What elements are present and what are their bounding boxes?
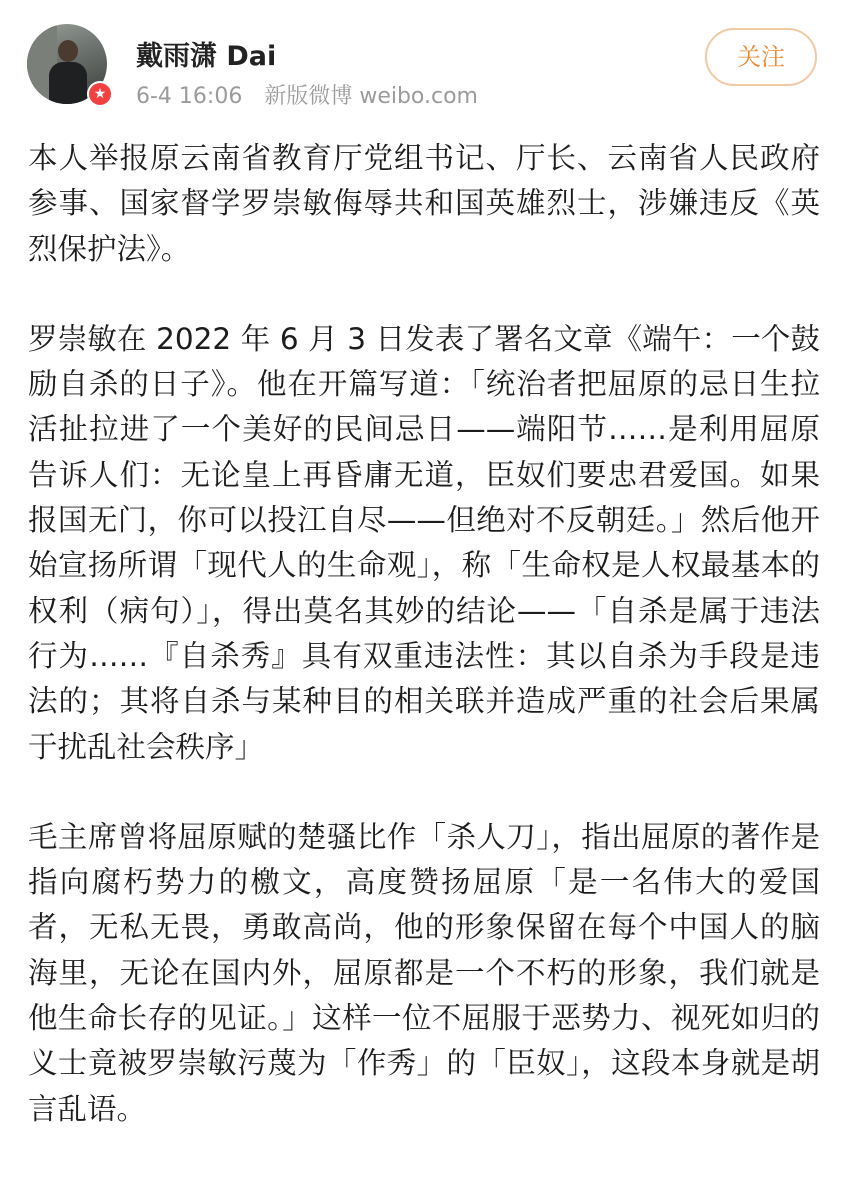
avatar-body [49,62,87,104]
follow-button[interactable]: 关注 [705,28,817,86]
post-timestamp: 6-4 16:06 [136,84,243,109]
avatar-head [58,40,78,62]
post-content [28,136,820,1132]
post-paragraph: 罗崇敏在 2022 年 6 月 3 日发表了署名文章《端午：一个鼓励自杀的日子》。他在开篇写道：「统治者把屈原的忌日生拉活扯拉进了一个美好的民间忌日——端阳节……是利用屈原告诉人们：无论皇上再昏庸无道，臣奴们要忠君爱国。如果报国无门，你可以投江自尽——但绝对不反朝廷。」然后他开始宣扬所谓「现代人的生命观」，称「生命权是人权最基本的权利（病句）」，得出莫名其妙的结论——「自杀是属于违法行为……『自杀秀』具有双重违法性：其以自杀为手段是违法的；其将自杀与某种目的相关联并造成严重的社会后果属于扰乱社会秩序」 [28,321,820,764]
verified-star-icon: ★ [89,83,111,105]
post-source: 新版微博 weibo.com [264,84,478,109]
post-paragraph: 毛主席曾将屈原赋的楚骚比作「杀人刀」，指出屈原的著作是指向腐朽势力的檄文，高度赞扬屈原「是一名伟大的爱国者，无私无畏，勇敢高尚，他的形象保留在每个中国人的脑海里，无论在国内外，屈原都是一个不朽的形象，我们就是他生命长存的见证。」这样一位不屈服于恶势力、视死如归的义士竟被罗崇敏污蔑为「作秀」的「臣奴」，这段本身就是胡言乱语。 [28,819,820,1126]
post-paragraph: 本人举报原云南省教育厅党组书记、厅长、云南省人民政府参事、国家督学罗崇敏侮辱共和国英雄烈士，涉嫌违反《英烈保护法》。 [28,141,820,266]
verified-badge [87,81,113,107]
post-header [0,0,848,120]
post-meta [136,79,478,110]
author-name[interactable]: 戴雨潇 Dai [136,41,277,72]
